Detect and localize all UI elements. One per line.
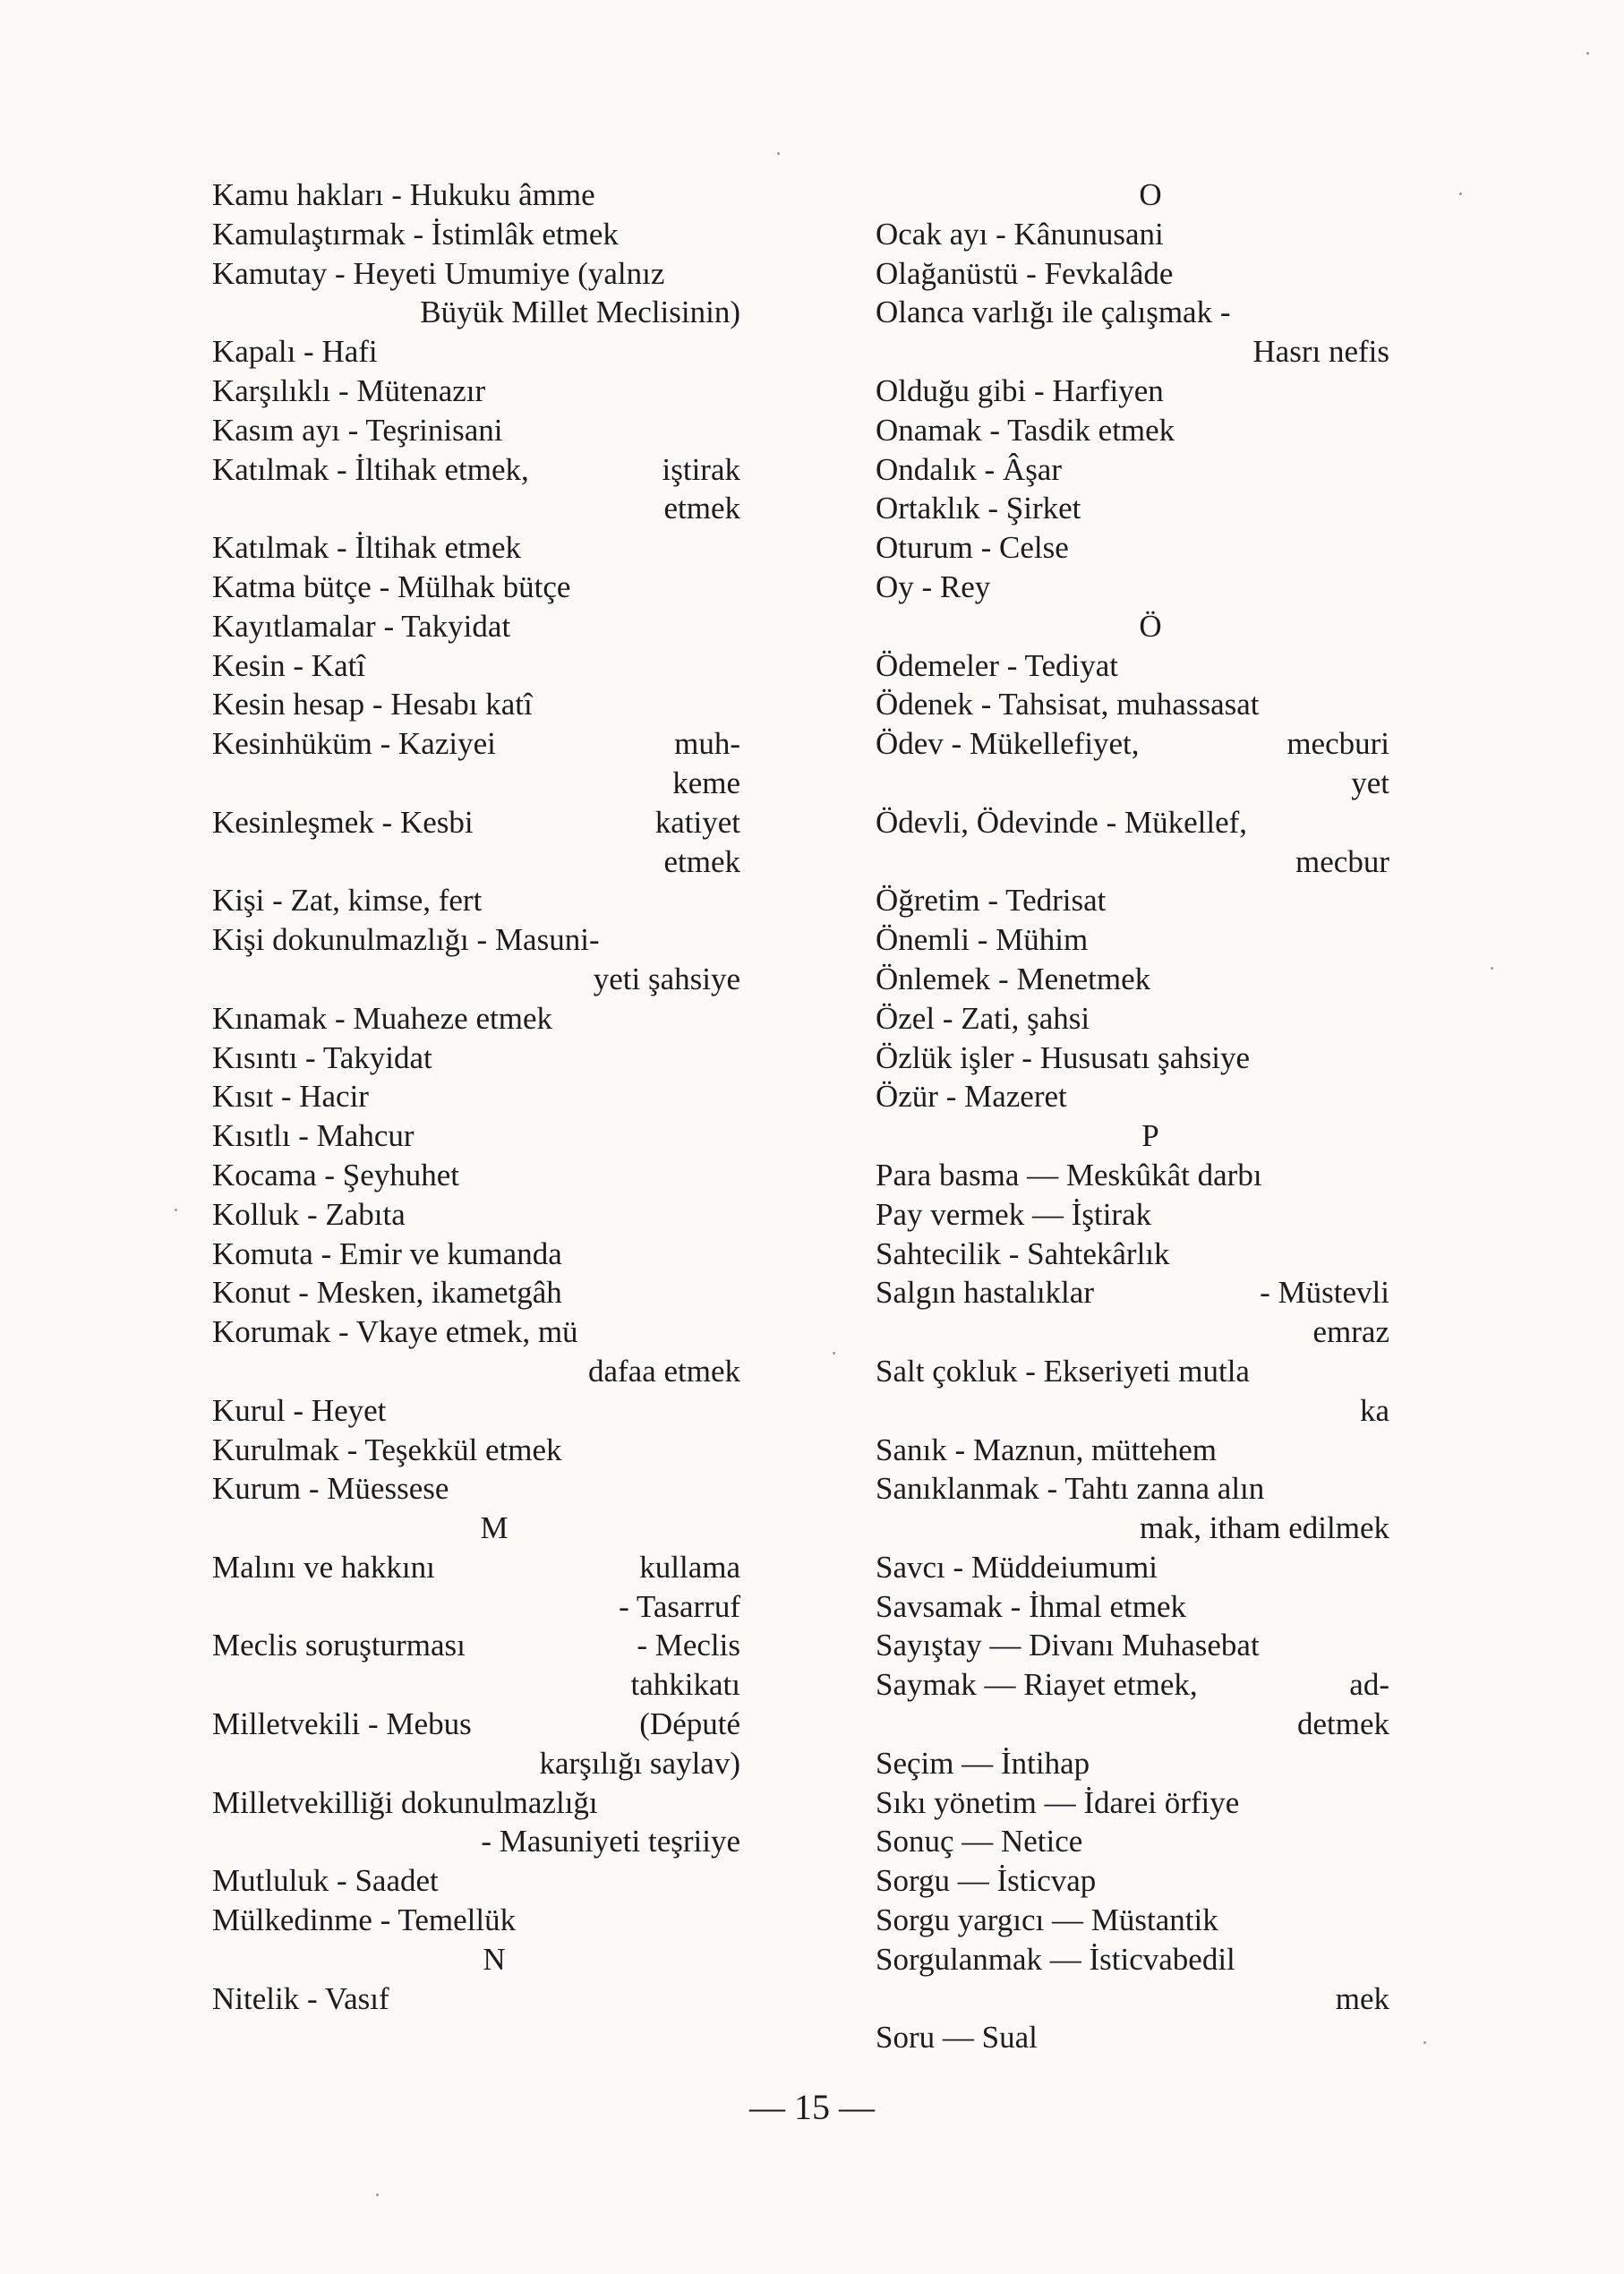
left-entry <box>212 1273 740 1312</box>
left-entry <box>212 999 740 1039</box>
entry-text: Soru — Sual <box>876 2020 1038 2056</box>
right-section-letter: P <box>1141 1118 1159 1154</box>
entry-text: Kurum - Müessese <box>212 1471 449 1507</box>
entry-text: Savsamak - İhmal etmek <box>876 1588 1186 1624</box>
entry-text: Salt çokluk - Ekseriyeti mutla <box>876 1353 1250 1389</box>
left-entry <box>212 881 740 920</box>
right-entry <box>876 1744 1389 1783</box>
left-section-letter: N <box>483 1941 506 1977</box>
left-entry <box>212 1861 740 1901</box>
entry-text: Mülkedinme - Temellük <box>212 1902 517 1938</box>
right-entry <box>876 450 1389 490</box>
right-entry-continuation: ka <box>1359 1392 1389 1428</box>
entry-text: Ocak ayı - Kânunusani <box>876 216 1164 252</box>
right-entry <box>876 920 1389 960</box>
entry-text: Sorgu yargıcı — Müstantik <box>876 1902 1218 1938</box>
entry-text-tail: kullama <box>639 1549 740 1585</box>
left-entry <box>212 528 740 568</box>
entry-text: Ödemeler - Tediyat <box>876 647 1118 683</box>
entry-text: Kamu hakları - Hukuku âmme <box>212 177 595 212</box>
right-entry <box>876 1156 1389 1195</box>
right-entry-continuation: Hasrı nefis <box>1252 334 1389 370</box>
entry-text: Kesin - Katî <box>212 647 366 683</box>
entry-text: Ödenek - Tahsisat, muhassasat <box>876 687 1260 722</box>
right-entry <box>876 646 1389 686</box>
right-column <box>876 175 1389 2057</box>
left-entry <box>212 803 740 842</box>
right-entry-continuation: mecbur <box>1295 843 1389 879</box>
entry-text-tail: - Meclis <box>637 1628 740 1663</box>
entry-text: Kişi dokunulmazlığı - Masuni- <box>212 922 600 958</box>
right-entry <box>876 293 1389 332</box>
right-entry <box>876 1548 1389 1587</box>
left-entry <box>212 920 740 960</box>
left-entry <box>212 372 740 411</box>
entry-text: Milletvekili - Mebus <box>212 1706 472 1742</box>
entry-text: Kesin hesap - Hesabı katî <box>212 687 533 722</box>
entry-text: Olanca varlığı ile çalışmak - <box>876 295 1231 330</box>
right-entry <box>876 1195 1389 1235</box>
scan-speck <box>777 152 780 155</box>
entry-text: Sonuç — Netice <box>876 1824 1083 1859</box>
entry-text: Kamutay - Heyeti Umumiye (yalnız <box>212 255 665 291</box>
entry-text: Ödev - Mükellefiyet, <box>876 726 1140 762</box>
left-entry <box>212 1901 740 1940</box>
right-entry-continuation: mek <box>1335 1980 1389 2016</box>
entry-text: Kasım ayı - Teşrinisani <box>212 412 503 448</box>
entry-text: Katma bütçe - Mülhak bütçe <box>212 568 571 604</box>
entry-text: Kısıt - Hacir <box>212 1079 369 1115</box>
left-entry-continuation: keme <box>672 765 740 800</box>
right-entry <box>876 528 1389 568</box>
right-section-letter: Ö <box>1139 608 1162 644</box>
right-entry-continuation: emraz <box>1312 1314 1389 1350</box>
left-entry <box>212 215 740 254</box>
right-entry <box>876 1077 1389 1116</box>
entry-text: Kurul - Heyet <box>212 1392 387 1428</box>
entry-text: Saymak — Riayet etmek, <box>876 1667 1198 1703</box>
scan-speck <box>1459 192 1462 195</box>
right-entry <box>876 215 1389 254</box>
left-entry <box>212 1077 740 1116</box>
right-entry <box>876 1587 1389 1627</box>
left-entry <box>212 1195 740 1235</box>
left-entry <box>212 1235 740 1274</box>
entry-text-tail: muh- <box>674 726 740 762</box>
right-entry <box>876 1273 1389 1312</box>
scan-speck <box>833 1352 835 1355</box>
left-entry <box>212 1705 740 1744</box>
entry-text: Nitelik - Vasıf <box>212 1980 389 2016</box>
entry-text: Önlemek - Menetmek <box>876 961 1151 996</box>
right-entry-continuation: mak, itham edilmek <box>1140 1510 1389 1546</box>
entry-text: Kesinhüküm - Kaziyei <box>212 726 496 762</box>
right-entry <box>876 881 1389 920</box>
entry-text: Seçim — İntihap <box>876 1745 1090 1781</box>
entry-text: Malını ve hakkını <box>212 1549 435 1585</box>
entry-text: Sorgulanmak — İsticvabedil <box>876 1941 1235 1977</box>
entry-text: Kamulaştırmak - İstimlâk etmek <box>212 216 619 252</box>
scan-speck <box>1491 967 1493 970</box>
entry-text: Sanık - Maznun, müttehem <box>876 1432 1218 1467</box>
right-entry <box>876 1901 1389 1940</box>
left-entry-continuation: yeti şahsiye <box>593 961 740 996</box>
entry-text: Sanıklanmak - Tahtı zanna alın <box>876 1471 1265 1507</box>
entry-text: Kocama - Şeyhuhet <box>212 1157 460 1193</box>
entry-text-tail: iştirak <box>662 451 740 487</box>
entry-text-tail: ad- <box>1349 1667 1389 1703</box>
scan-speck <box>175 1209 177 1211</box>
right-entry <box>876 1039 1389 1078</box>
left-entry <box>212 1039 740 1078</box>
left-entry <box>212 607 740 646</box>
right-entry <box>876 999 1389 1039</box>
left-entry-continuation: Büyük Millet Meclisinin) <box>420 295 740 330</box>
left-entry <box>212 1391 740 1431</box>
right-entry <box>876 1783 1389 1823</box>
entry-text: Korumak - Vkaye etmek, mü <box>212 1314 578 1350</box>
right-entry <box>876 1822 1389 1861</box>
entry-text: Katılmak - İltihak etmek <box>212 530 522 566</box>
entry-text: Katılmak - İltihak etmek, <box>212 451 529 487</box>
entry-text: Kurulmak - Teşekkül etmek <box>212 1432 562 1467</box>
left-entry-continuation: etmek <box>663 843 740 879</box>
left-entry <box>212 1431 740 1470</box>
scan-speck <box>1586 52 1589 55</box>
left-entry <box>212 1312 740 1352</box>
right-entry <box>876 372 1389 411</box>
right-entry <box>876 1431 1389 1470</box>
entry-text: Kısıtlı - Mahcur <box>212 1118 415 1154</box>
entry-text: Konut - Mesken, ikametgâh <box>212 1275 562 1311</box>
left-entry-continuation: tahkikatı <box>630 1667 740 1703</box>
entry-text: Kısıntı - Takyidat <box>212 1039 432 1075</box>
entry-text: Milletvekilliği dokunulmazlığı <box>212 1784 598 1820</box>
entry-text: Kesinleşmek - Kesbi <box>212 804 474 840</box>
left-entry <box>212 646 740 686</box>
entry-text-tail: - Müstevli <box>1260 1275 1389 1311</box>
entry-text: Kapalı - Hafi <box>212 334 378 370</box>
left-entry <box>212 254 740 294</box>
right-entry <box>876 1235 1389 1274</box>
right-entry-continuation: detmek <box>1296 1706 1389 1742</box>
entry-text-tail: mecburi <box>1286 726 1389 762</box>
right-entry <box>876 568 1389 607</box>
left-entry-continuation: karşılığı saylav) <box>539 1745 740 1781</box>
entry-text: Pay vermek — İştirak <box>876 1196 1152 1232</box>
right-entry-continuation: yet <box>1351 765 1389 800</box>
entry-text: Sayıştay — Divanı Muhasebat <box>876 1628 1260 1663</box>
right-entry <box>876 1861 1389 1901</box>
right-entry <box>876 724 1389 764</box>
entry-text: Olduğu gibi - Harfiyen <box>876 372 1164 408</box>
left-entry-continuation: - Masuniyeti teşriiye <box>481 1824 740 1859</box>
entry-text: Ortaklık - Şirket <box>876 491 1081 526</box>
entry-text: Oturum - Celse <box>876 530 1069 566</box>
left-entry <box>212 1548 740 1587</box>
scan-speck <box>376 2193 379 2196</box>
entry-text: Kayıtlamalar - Takyidat <box>212 608 511 644</box>
left-entry <box>212 1626 740 1665</box>
right-entry <box>876 1469 1389 1509</box>
left-entry <box>212 724 740 764</box>
entry-text: Meclis soruşturması <box>212 1628 466 1663</box>
entry-text: Kişi - Zat, kimse, fert <box>212 883 483 919</box>
entry-text: Komuta - Emir ve kumanda <box>212 1235 562 1271</box>
left-entry <box>212 685 740 724</box>
entry-text: Oy - Rey <box>876 568 991 604</box>
left-entry <box>212 175 740 215</box>
left-entry <box>212 450 740 490</box>
right-entry <box>876 254 1389 294</box>
entry-text: Salgın hastalıklar <box>876 1275 1094 1311</box>
entry-text: Ondalık - Âşar <box>876 451 1063 487</box>
right-entry <box>876 1352 1389 1391</box>
right-entry <box>876 489 1389 528</box>
right-entry <box>876 1940 1389 1979</box>
entry-text: Kınamak - Muaheze etmek <box>212 1000 552 1036</box>
entry-text: Para basma — Meskûkât darbı <box>876 1157 1262 1193</box>
left-entry <box>212 1783 740 1823</box>
entry-text: Önemli - Mühim <box>876 922 1089 958</box>
entry-text: Kolluk - Zabıta <box>212 1196 406 1232</box>
left-entry-continuation: dafaa etmek <box>587 1353 740 1389</box>
left-section-letter: M <box>480 1510 509 1546</box>
entry-text-tail: (Député <box>639 1706 740 1742</box>
entry-text-tail: katiyet <box>654 804 740 840</box>
left-column <box>212 175 740 2018</box>
entry-text: Özlük işler - Hususatı şahsiye <box>876 1039 1250 1075</box>
left-entry <box>212 332 740 372</box>
right-entry <box>876 960 1389 999</box>
page-number: — 15 — <box>749 2087 875 2127</box>
left-entry <box>212 1469 740 1509</box>
entry-text: Mutluluk - Saadet <box>212 1863 439 1899</box>
entry-text: Özür - Mazeret <box>876 1079 1067 1115</box>
left-entry-continuation: - Tasarruf <box>619 1588 740 1624</box>
left-entry <box>212 411 740 450</box>
entry-text: Sıkı yönetim — İdarei örfiye <box>876 1784 1240 1820</box>
entry-text: Sahtecilik - Sahtekârlık <box>876 1235 1170 1271</box>
entry-text: Karşılıklı - Mütenazır <box>212 372 486 408</box>
right-entry <box>876 2018 1389 2057</box>
right-entry <box>876 411 1389 450</box>
left-entry <box>212 1156 740 1195</box>
scan-speck <box>1423 2041 1426 2044</box>
entry-text: Ödevli, Ödevinde - Mükellef, <box>876 804 1248 840</box>
right-section-letter: O <box>1139 177 1162 212</box>
right-entry <box>876 803 1389 842</box>
entry-text: Savcı - Müddeiumumi <box>876 1549 1158 1585</box>
right-entry <box>876 1626 1389 1665</box>
entry-text: Olağanüstü - Fevkalâde <box>876 255 1174 291</box>
entry-text: Onamak - Tasdik etmek <box>876 412 1175 448</box>
entry-text: Özel - Zati, şahsi <box>876 1000 1090 1036</box>
right-entry <box>876 1665 1389 1705</box>
left-entry-continuation: etmek <box>663 491 740 526</box>
right-entry <box>876 685 1389 724</box>
entry-text: Öğretim - Tedrisat <box>876 883 1107 919</box>
left-entry <box>212 1979 740 2019</box>
entry-text: Sorgu — İsticvap <box>876 1863 1097 1899</box>
left-entry <box>212 568 740 607</box>
left-entry <box>212 1116 740 1156</box>
